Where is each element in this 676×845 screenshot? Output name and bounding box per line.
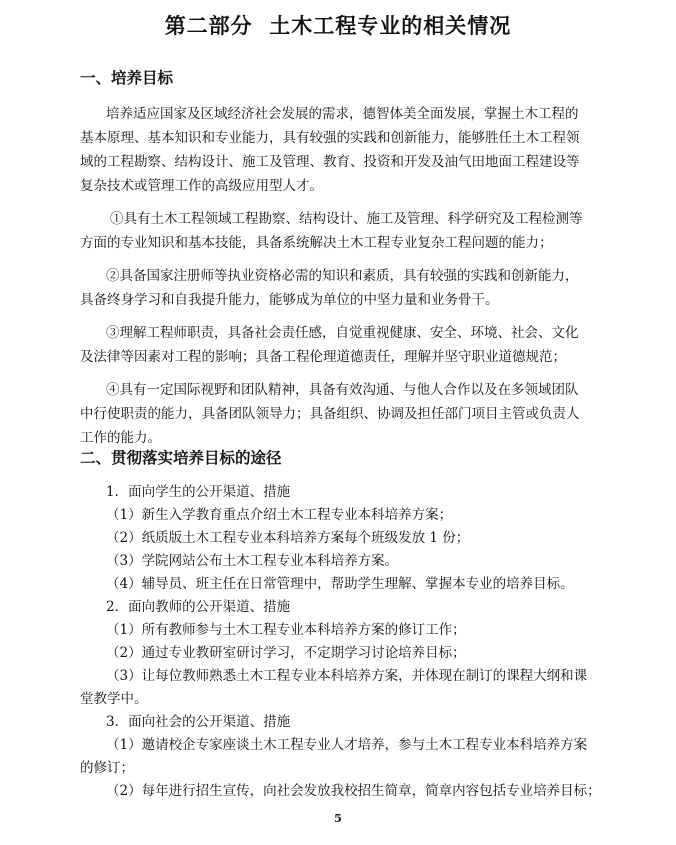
goal-item-1-line: ①具有土木工程领域工程勘察、结构设计、施工及管理、科学研究及工程检测等: [110, 211, 583, 227]
paragraph-line: 基本原理、基本知识和专业能力，具有较强的实践和创新能力，能够胜任土木工程领: [80, 130, 580, 146]
channel-title-society: 3．面向社会的公开渠道、措施: [106, 714, 291, 730]
list-item: （2）纸质版土木工程专业本科培养方案每个班级发放 1 份；: [106, 530, 470, 546]
section-heading-training-goals: 一、培养目标: [80, 69, 174, 87]
page-title: 第二部分 土木工程专业的相关情况: [164, 14, 512, 38]
list-item-continuation: 的修订；: [80, 760, 134, 776]
paragraph-line: 培养适应国家及区域经济社会发展的需求，德智体美全面发展，掌握土木工程的: [106, 106, 579, 122]
page-number: 5: [334, 812, 342, 825]
list-item: （2）通过专业教研室研讨学习，不定期学习讨论培养目标；: [106, 645, 466, 661]
list-item: （1）新生入学教育重点介绍土木工程专业本科培养方案；: [106, 507, 453, 523]
goal-item-3-line: ③理解工程师职责，具备社会责任感，自觉重视健康、安全、环境、社会、文化: [106, 325, 579, 341]
list-item-continuation: 堂教学中。: [80, 691, 148, 707]
goal-item-1-line: 方面的专业知识和基本技能，具备系统解决土木工程专业复杂工程问题的能力；: [80, 235, 553, 251]
list-item: （1）所有教师参与土木工程专业本科培养方案的修订工作；: [106, 622, 466, 638]
goal-item-2-line: ②具备国家注册师等执业资格必需的知识和素质，具有较强的实践和创新能力，: [106, 268, 579, 284]
list-item: （4）辅导员、班主任在日常管理中，帮助学生理解、掌握本专业的培养目标。: [106, 576, 574, 592]
channel-title-teachers: 2．面向教师的公开渠道、措施: [106, 599, 291, 615]
paragraph-line: 域的工程勘察、结构设计、施工及管理、教育、投资和开发及油气田地面工程建设等: [80, 154, 580, 170]
paragraph-line: 复杂技术或管理工作的高级应用型人才。: [80, 178, 323, 194]
list-item: （3）让每位教师熟悉土木工程专业本科培养方案，并体现在制订的课程大纲和课: [106, 668, 588, 684]
goal-item-4-line: ④具有一定国际视野和团队精神，具备有效沟通、与他人合作以及在多领域团队: [106, 382, 579, 398]
list-item: （2）每年进行招生宣传，向社会发放我校招生简章，简章内容包括专业培养目标；: [106, 783, 601, 799]
goal-item-3-line: 及法律等因素对工程的影响；具备工程伦理道德责任，理解并坚守职业道德规范；: [80, 349, 566, 365]
goal-item-2-line: 具备终身学习和自我提升能力，能够成为单位的中坚力量和业务骨干。: [80, 292, 499, 308]
section-heading-implementation: 二、贯彻落实培养目标的途径: [80, 449, 282, 467]
goal-item-4-line: 中行使职责的能力，具备团队领导力；具备组织、协调及担任部门项目主管或负责人: [80, 406, 580, 422]
goal-item-4-line: 工作的能力。: [80, 430, 161, 446]
list-item: （3）学院网站公布土木工程专业本科培养方案。: [106, 553, 399, 569]
list-item: （1）邀请校企专家座谈土木工程专业人才培养，参与土木工程专业本科培养方案: [106, 737, 588, 753]
channel-title-students: 1．面向学生的公开渠道、措施: [106, 484, 291, 500]
